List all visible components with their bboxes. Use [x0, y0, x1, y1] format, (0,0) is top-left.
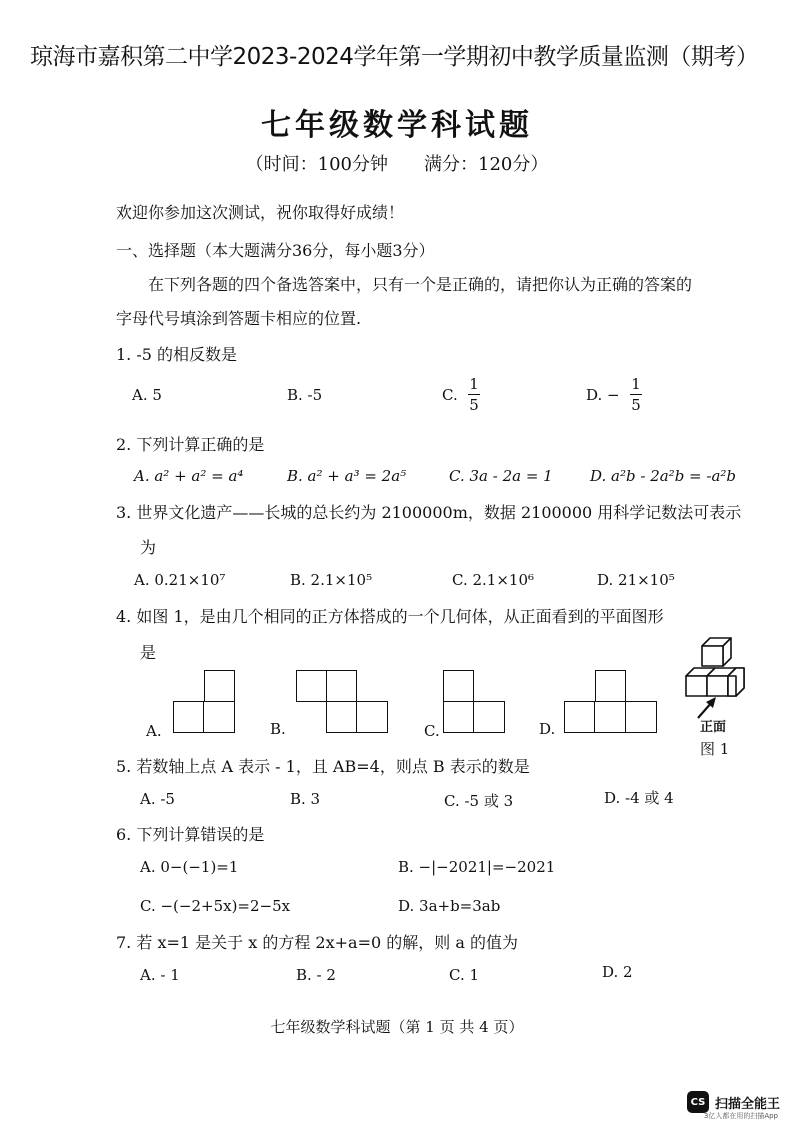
- question-2-option-c: C. 3a - 2a = 1: [449, 467, 553, 485]
- question-7-option-d: D. 2: [602, 963, 633, 981]
- option-d-square: [595, 670, 626, 702]
- fraction-bar: [468, 394, 480, 395]
- question-5-stem: 5. 若数轴上点 A 表示 - 1，且 AB=4，则点 B 表示的数是: [116, 757, 530, 776]
- figure-caption: 图 1: [700, 740, 730, 758]
- question-3-option-b: B. 2.1×10⁵: [290, 571, 373, 589]
- option-b-square: [326, 701, 357, 733]
- option-c-square: [443, 670, 474, 702]
- instruction-line-2: 字母代号填涂到答题卡相应的位置.: [116, 309, 362, 328]
- question-5-option-d: D. -4 或 4: [604, 789, 674, 807]
- instruction-line-1: 在下列各题的四个备选答案中，只有一个是正确的，请把你认为正确的答案的: [148, 275, 693, 294]
- question-7-stem: 7. 若 x=1 是关于 x 的方程 2x+a=0 的解，则 a 的值为: [116, 933, 518, 952]
- question-7-option-a: A. - 1: [140, 966, 180, 984]
- question-6-option-d: D. 3a+b=3ab: [398, 897, 501, 915]
- question-5-option-a: A. -5: [140, 790, 175, 808]
- question-1-stem: 1. -5 的相反数是: [116, 345, 238, 364]
- option-a-square: [173, 701, 204, 733]
- question-1-option-c-fraction: [468, 375, 480, 414]
- question-3-option-a: A. 0.21×10⁷: [134, 571, 226, 589]
- exam-subtitle: （时间：100分钟 满分：120分）: [245, 154, 549, 175]
- question-1-option-d-prefix: D. −: [586, 386, 620, 404]
- question-5-option-c: C. -5 或 3: [444, 792, 514, 810]
- option-c-square: [443, 701, 474, 733]
- option-a-square: [204, 670, 235, 702]
- question-4-stem-line-2: 是: [140, 643, 157, 662]
- question-5-option-b: B. 3: [290, 790, 321, 808]
- scanner-watermark: [687, 1091, 780, 1113]
- fraction-numerator: 1: [469, 375, 479, 393]
- scanner-name: 扫描全能王: [714, 1096, 780, 1112]
- question-3-stem-line-2: 为: [140, 538, 157, 557]
- question-1-option-c-prefix: C.: [442, 386, 458, 404]
- question-6-stem: 6. 下列计算错误的是: [116, 825, 265, 844]
- option-b-square: [326, 670, 357, 702]
- question-4-option-c: C.: [424, 722, 440, 740]
- welcome-text: 欢迎你参加这次测试，祝你取得好成绩！: [116, 203, 405, 222]
- fraction-denominator: 5: [469, 396, 479, 414]
- question-7-option-c: C. 1: [449, 966, 480, 984]
- question-2-option-a: A. a² + a² = a⁴: [134, 467, 244, 485]
- option-c-square: [473, 701, 505, 733]
- question-3-option-d: D. 21×10⁵: [597, 571, 675, 589]
- question-3-stem-line-1: 3. 世界文化遗产——长城的总长约为 2100000m，数据 2100000 用科学记数法可表示: [116, 503, 742, 522]
- section-heading: 一、选择题（本大题满分36分，每小题3分）: [116, 241, 435, 260]
- question-4-stem-line-1: 4. 如图 1，是由几个相同的正方体搭成的一个几何体，从正面看到的平面图形: [116, 607, 664, 626]
- fraction-numerator: 1: [631, 375, 641, 393]
- question-6-option-a: A. 0−(−1)=1: [140, 858, 239, 876]
- option-d-square: [564, 701, 595, 733]
- page-footer: 七年级数学科试题（第 1 页 共 4 页）: [270, 1018, 524, 1036]
- question-4-option-b: B.: [270, 720, 286, 738]
- question-2-option-b: B. a² + a³ = 2a⁵: [287, 467, 407, 485]
- question-2-option-d: D. a²b - 2a²b = -a²b: [590, 467, 737, 485]
- question-4-option-d: D.: [539, 720, 556, 738]
- scanner-logo-icon: CS: [687, 1091, 709, 1113]
- question-3-option-c: C. 2.1×10⁶: [452, 571, 535, 589]
- question-1-option-b: B. -5: [287, 386, 323, 404]
- option-b-square: [296, 670, 327, 702]
- question-7-option-b: B. - 2: [296, 966, 336, 984]
- option-a-square: [203, 701, 235, 733]
- exam-header: 琼海市嘉积第二中学2023-2024学年第一学期初中教学质量监测（期考）: [30, 44, 759, 70]
- exam-title: 七年级数学科试题: [261, 108, 533, 143]
- question-4-option-a: A.: [146, 722, 162, 740]
- question-6-option-c: C. −(−2+5x)=2−5x: [140, 897, 291, 915]
- question-2-stem: 2. 下列计算正确的是: [116, 435, 265, 454]
- question-6-option-b: B. −|−2021|=−2021: [398, 858, 556, 876]
- figure-front-label: 正面: [700, 720, 727, 735]
- scanner-tagline: 3亿人都在用的扫描App: [703, 1112, 778, 1120]
- fraction-bar: [630, 394, 642, 395]
- question-1-option-d-fraction: [630, 375, 642, 414]
- question-1-option-a: A. 5: [132, 386, 162, 404]
- fraction-denominator: 5: [631, 396, 641, 414]
- option-d-square: [594, 701, 626, 733]
- option-d-square: [625, 701, 657, 733]
- option-b-square: [356, 701, 388, 733]
